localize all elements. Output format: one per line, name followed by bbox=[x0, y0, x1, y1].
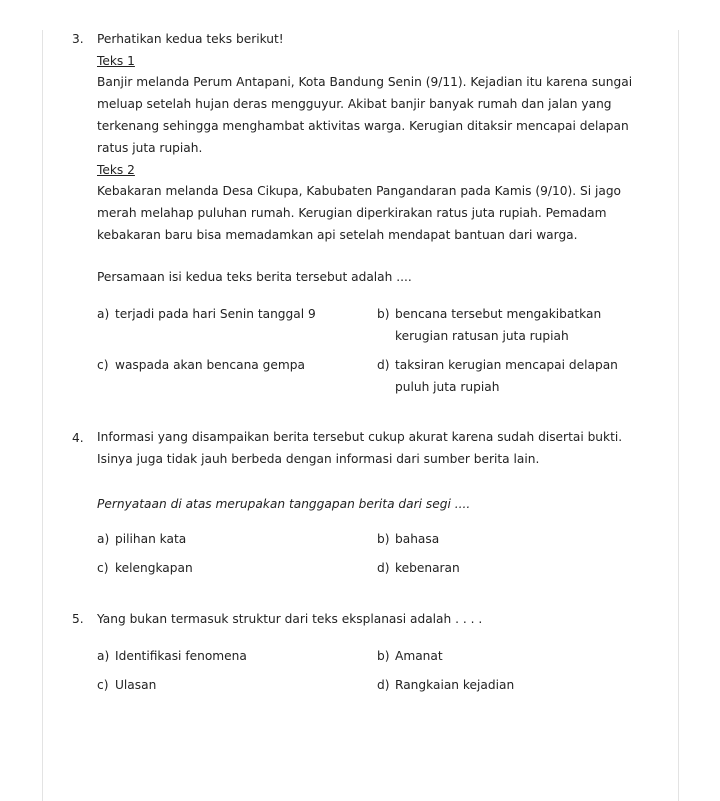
option-text: kebenaran bbox=[395, 561, 460, 575]
option-text: bencana tersebut mengakibatkan kerugian ratusan juta rupiah bbox=[395, 307, 602, 343]
option-label: d) bbox=[377, 561, 390, 575]
option-a[interactable] bbox=[97, 303, 316, 325]
option-label: a) bbox=[97, 649, 110, 663]
option-text: waspada akan bencana gempa bbox=[115, 358, 305, 372]
option-text: kelengkapan bbox=[115, 561, 193, 575]
question-stem-italic: Pernyataan di atas merupakan tanggapan berita dari segi .... bbox=[97, 497, 471, 511]
question-stem: Persamaan isi kedua teks berita tersebut adalah .... bbox=[97, 270, 412, 284]
option-d[interactable] bbox=[377, 354, 650, 398]
option-a[interactable] bbox=[97, 645, 247, 667]
option-c[interactable] bbox=[97, 557, 193, 579]
option-b[interactable] bbox=[377, 528, 650, 550]
option-label: c) bbox=[97, 358, 109, 372]
option-label: c) bbox=[97, 678, 109, 692]
option-text: Rangkaian kejadian bbox=[395, 678, 515, 692]
text-2-body: Kebakaran melanda Desa Cikupa, Kabubaten Pangandaran pada Kamis (9/10). Si jago merah melahap puluhan rumah. Kerugian diperkirakan ratus juta rupiah. Pemadam kebakaran baru bisa memadamkan api setelah mendapat bantuan dari warga. bbox=[97, 184, 622, 242]
option-label: d) bbox=[377, 678, 390, 692]
option-text: Identifikasi fenomena bbox=[115, 649, 247, 663]
option-c[interactable] bbox=[97, 674, 156, 696]
text-1-title: Teks 1 bbox=[97, 54, 135, 68]
question-prompt: Yang bukan termasuk struktur dari teks eksplanasi adalah . . . . bbox=[97, 612, 483, 626]
question-stem bbox=[97, 497, 470, 511]
option-label: b) bbox=[377, 532, 390, 546]
option-text: bahasa bbox=[395, 532, 440, 546]
question-number: 5. bbox=[72, 612, 84, 626]
option-b[interactable] bbox=[377, 645, 650, 667]
option-label: a) bbox=[97, 307, 110, 321]
option-label: c) bbox=[97, 561, 109, 575]
option-d[interactable] bbox=[377, 557, 650, 579]
question-prompt: Informasi yang disampaikan berita tersebut cukup akurat karena sudah disertai bukti. Isinya juga tidak jauh berbeda dengan informasi dari sumber berita lain. bbox=[97, 430, 623, 466]
option-d[interactable] bbox=[377, 674, 650, 696]
option-c[interactable] bbox=[97, 354, 305, 376]
question-number: 4. bbox=[72, 431, 84, 445]
option-label: b) bbox=[377, 307, 390, 321]
question-number: 3. bbox=[72, 32, 84, 46]
left-margin-rule bbox=[42, 30, 43, 801]
option-text: pilihan kata bbox=[115, 532, 187, 546]
option-text: Amanat bbox=[395, 649, 443, 663]
option-label: b) bbox=[377, 649, 390, 663]
option-b[interactable] bbox=[377, 303, 650, 347]
text-2-title: Teks 2 bbox=[97, 163, 135, 177]
option-text: Ulasan bbox=[115, 678, 157, 692]
option-text: terjadi pada hari Senin tanggal 9 bbox=[115, 307, 316, 321]
option-a[interactable] bbox=[97, 528, 186, 550]
question-prompt: Perhatikan kedua teks berikut! bbox=[97, 32, 284, 46]
option-label: d) bbox=[377, 358, 390, 372]
text-1-body: Banjir melanda Perum Antapani, Kota Bandung Senin (9/11). Kejadian itu karena sungai meluap setelah hujan deras mengguyur. Akibat banjir banyak rumah dan jalan yang terkenang sehingga menghambat aktivitas warga. Kerugian ditaksir mencapai delapan ratus juta rupiah. bbox=[97, 75, 633, 155]
option-label: a) bbox=[97, 532, 110, 546]
right-margin-rule bbox=[678, 30, 679, 801]
option-text: taksiran kerugian mencapai delapan puluh juta rupiah bbox=[395, 358, 618, 394]
